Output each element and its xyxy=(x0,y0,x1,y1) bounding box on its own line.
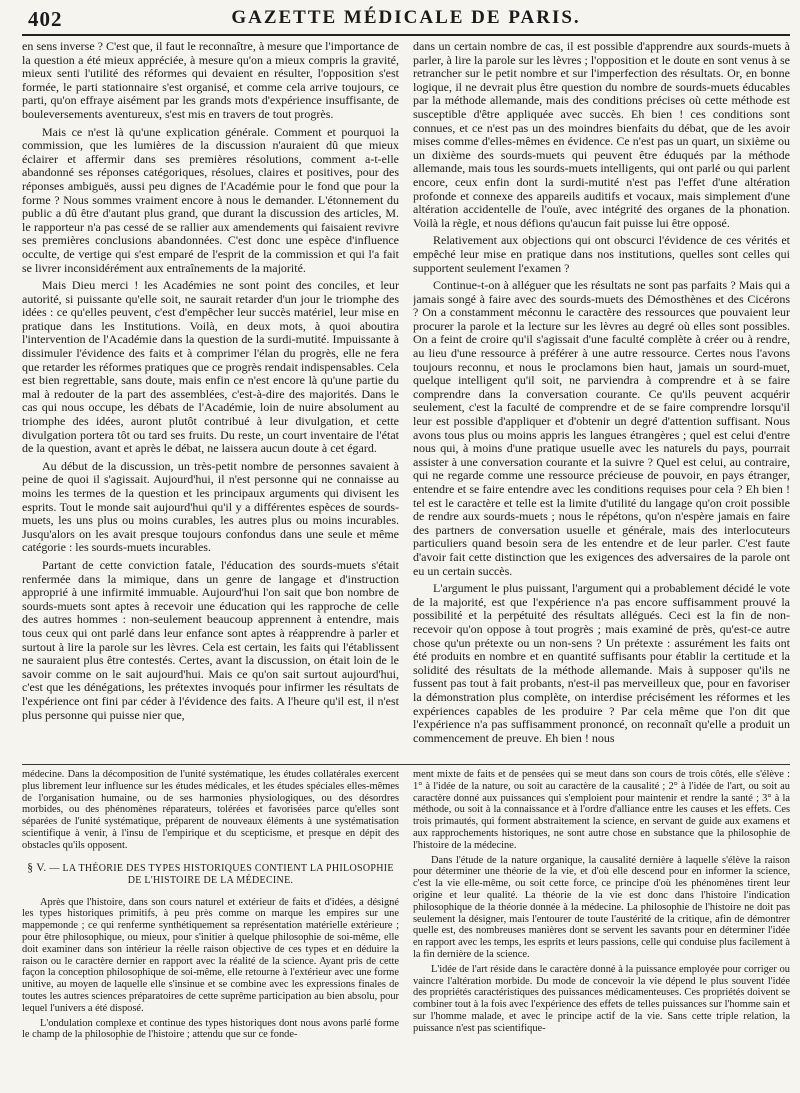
feuilleton-divider xyxy=(22,764,790,765)
paragraph: Mais ce n'est là qu'une explication générale. Comment et pourquoi la commission, que les lumières de la discussion n'auraient dû que mieux éclairer et affermir dans ses premières résolutions, comment a-t-elle abandonné ses réponses catégoriques, résolues, claires et positives, pour des réponses ambiguës, aussi peu dignes de l'Académie pour le fond que pour la forme ? Nous sommes vraiment encore à nous le demander. L'étonnement du public a dû être d'autant plus grand, que durant la discussion des articles, M. le rapporteur n'a pas cessé de se rallier aux amendements qui faisaient revivre ses premières conclusions abandonnées. C'est donc une espèce d'influence occulte, de vertige qui s'est emparé de l'esprit de la commission et qui l'a fait se livrer inconsidérément aux entraînements de la majorité. xyxy=(22,124,399,275)
feuilleton-column-right xyxy=(413,769,790,1091)
section-title: — LA THÉORIE DES TYPES HISTORIQUES CONTIENT LA PHILOSOPHIE DE L'HISTOIRE DE LA MÉDECINE. xyxy=(49,862,394,886)
page-header xyxy=(22,4,790,36)
paragraph: Partant de cette conviction fatale, l'éducation des sourds-muets s'était renfermée dans la mimique, dans un genre de langage et d'instruction approprié à une infirmité immuable. Aujourd'hui l'on sait que bon nombre de sourds-muets sont aptes à recevoir une éducation qui les rapproche de celle des autres hommes : non-seulement beaucoup apprennent à entendre, mais tous ceux qui ont parlé dans leur enfance sont aptes à réapprendre à parler et surtout à lire la parole sur les lèvres. Cela est certain, les faits qui l'établissent ne sauraient plus être contestés. Certes, avant la discussion, on était loin de le savoir comme on le sait aujourd'hui. Mais ce qu'on sait surtout aujourd'hui, c'est que les dénégations, les prétextes invoqués pour infirmer les résultats de l'expérience ont fini par céder à l'évidence des faits. A l'heure qu'il est, il n'est plus personne qui puisse nier que, xyxy=(22,557,399,722)
feuilleton xyxy=(22,769,790,1091)
paragraph: Relativement aux objections qui ont obscurci l'évidence de ces vérités et empêché leur mise en pratique dans nos institutions, quelles sont celles qui supportent seulement l'examen ? xyxy=(413,233,790,275)
column-left xyxy=(22,40,399,760)
paragraph: en sens inverse ? C'est que, il faut le reconnaître, à mesure que l'importance de la question a été mieux appréciée, à mesure qu'on a mieux compris la gravité, mieux senti l'utilité des réformes qui devaient en résulter, l'opposition s'est formée, le parti stationnaire s'est organisé, et comme cela arrive toujours, ce parti, qu'on effraye aisément par les grands mots d'expérience insuffisante, de bouleversements aventureux, s'est mis en travers de tout progrès. xyxy=(22,40,399,121)
paragraph: Dans l'étude de la nature organique, la causalité dernière à laquelle s'élève la raison pour déterminer une théorie de la vie, et d'où elle descend pour en informer la science, c'est la vie elle-même, ou soit cette force, ce principe d'où les phénomènes tirent leur origine et leur qualité. La théorie de la vie est donc dans l'histoire l'indication philosophique de la théorie donnée à la médecine. La philosophie de l'histoire ne doit pas seulement la désigner, mais l'entourer de toute l'austérité de la critique, afin de démontrer quelle est, des nombreuses manières dont se servent les savants pour en déterminer l'idée en rapport avec les temps, les esprits et leurs passions, celle qui conduise plus facilement à la fin dernière de la science. xyxy=(413,854,790,960)
paragraph: L'idée de l'art réside dans le caractère donné à la puissance employée pour corriger ou vaincre l'altération morbide. Du mode de concevoir la vie dépend le plus souvent l'idée des propriétés caractéristiques des puissances médicamenteuses. Ces propriétés doivent se combiner tout à la fois avec l'expérience des effets de telles puissances sur l'homme sain et sur l'homme malade, et avec le principe actif de la vie. Sans cette triple relation, la puissance n'est pas scientifique- xyxy=(413,963,790,1034)
paragraph: dans un certain nombre de cas, il est possible d'apprendre aux sourds-muets à parler, à lire la parole sur les lèvres ; l'opposition et le doute en sont venus à se retrancher sur le petit nombre et sur l'imperfection des résultats. Or, en bonne logique, il ne devrait plus être question du nombre de sourds-muets éducables par la méthode allemande, mais des conditions précises où cette méthode est susceptible d'être appliquée avec succès. Eh bien ! ces conditions sont connues, et ce n'est pas un des moindres bienfaits du débat, que de les avoir mises comme d'elles-mêmes en évidence. Ce n'est pas un quart, un sixième ou un dixième des sourds-muets qui peuvent être éduqués par la méthode allemande, mais tous les sourds-muets intelligents, qui ont parlé ou qui parlent encore, ceux enfin dont la surdi-mutité n'est pas l'effet d'une altération profonde et connexe des appareils auditifs et vocaux, mais simplement d'une altération accidentelle de l'ouïe, avec intégrité des organes de la phonation. Voilà la règle, et nous défions qu'aucun fait puisse lui être opposé. xyxy=(413,40,790,230)
paragraph: Mais Dieu merci ! les Académies ne sont point des conciles, et leur autorité, si puissante qu'elle soit, ne saurait retarder d'un jour le triomphe des idées : ce qu'elles peuvent, c'est d'empêcher leur succès matériel, leur mise en pratique dans les Institutions. Voilà, en deux mots, à quoi aboutira l'intervention de l'Académie dans la question de la surdi-mutité. Impuissante à dissimuler l'évidence des faits et à comprimer l'élan du progrès, elle ne fera que retarder les réformes pratiques que ce progrès rendait indispensables. Cela est bien regrettable, sans doute, mais enfin ce n'est encore là qu'une partie du mal à redouter de la part des assemblées, c'est-à-dire des majorités. Dans le cas qui nous occupe, les débats de l'Académie, loin de nuire absolument au triomphe des idées, auront plutôt contribué à leur divulgation, et cette divulgation portera tôt ou tard ses fruits. Du reste, un court inventaire de l'état de la question, avant et après le débat, ne laissera aucun doute à cet égard. xyxy=(22,278,399,456)
paragraph: L'argument le plus puissant, l'argument qui a probablement décidé le vote de la majorité, est que l'expérience n'a pas encore suffisamment prouvé la possibilité et la perpétuité des résultats allégués. Ceci est la fin de non-recevoir qu'on oppose à tout progrès ; mais examiné de près, qu'est-ce autre chose qu'un prétexte ou un non-sens ? Un prétexte : assurément les faits ont été produits en nombre et en quantité suffisants pour établir la certitude et la solidité des résultats de la méthode allemande. Mais à supposer qu'ils ne fussent pas tout à fait probants, n'est-il pas merveilleux que, pour en favoriser la démonstration plus complète, on interdise précisément les réformes et les expériences capables de les produire ? Par cela même que l'on dit que l'expérience n'a pas suffisamment prononcé, on reconnaît qu'elle a produit un commencement de preuve. Eh bien ! nous xyxy=(413,581,790,745)
paragraph: L'ondulation complexe et continue des types historiques dont nous avons parlé forme le champ de la philosophie de l'histoire ; attendu que sur ce fonde- xyxy=(22,1017,399,1041)
paragraph: Après que l'histoire, dans son cours naturel et extérieur de faits et d'idées, a désigné les types historiques primitifs, à peu près comme on marque les empires sur une mappemonde ; ce qui renferme synthétiquement sa représentation matérielle extérieure ; pour être philosophique, ou mieux, pour s'initier à quelque philosophie de soi-même, elle doit examiner dans son intérieur la réelle raison objective de ces types et en déduire la raison ou le caractère dernier en rapport avec la réalité de la science. Ayant pris de cette façon la conception philosophique de soi-même, elle retourne à l'extérieur avec une forme unitive, au moyen de laquelle elle s'insinue et se combine avec les expressions finales de toutes les autres sciences préparatoires de cette suprême participation au bien absolu, pour lequel l'univers a été disposé. xyxy=(22,896,399,1014)
section-number: § V. xyxy=(27,861,47,874)
feuilleton-column-left xyxy=(22,769,399,1091)
paragraph: Au début de la discussion, un très-petit nombre de personnes savaient à peine de quoi il s'agissait. Aujourd'hui, il n'est personne qui ne connaisse au moins les termes de la question et les principaux arguments qui divisent les esprits. Tout le monde sait aujourd'hui qu'il y a différentes espèces de sourds-muets, les uns plus ou moins curables, les autres plus ou moins incurables. Jusqu'alors on les avait presque toujours confondus dans une seule et même catégorie : les sourds-muets incurables. xyxy=(22,458,399,555)
paragraph: Continue-t-on à alléguer que les résultats ne sont pas parfaits ? Mais qui a jamais songé à faire avec des sourds-muets des Démosthènes et des Cicérons ? On a constamment méconnu le caractère des ressources que pouvaient leur procurer la parole et la lecture sur les lèvres au degré où elles sont possibles. On a feint de croire qu'il s'agissait d'une faculté complète à créer ou à rendre, au lieu d'une ressource à préférer à une autre ressource. Certes nous l'avons toujours reconnu, et nous le proclamons bien haut, jamais un sourd-muet, quelque intelligent qu'il soit, ne parviendra à comprendre et à se faire comprendre dans la conversation courante. Ce qu'ils peuvent acquérir seulement, c'est la faculté de comprendre et de se faire comprendre lorsqu'il leur est possible d'appliquer et d'obtenir un degré d'attention suffisant. Nous avons tous plus ou moins appris les langues étrangères ; quel est celui d'entre nous qui, à moins d'une pratique usuelle avec les naturels du pays, pourrait assister à une conversation courante et la suivre ? Quel est celui, au contraire, qui ne regarde comme une ressource précieuse de pouvoir, en pays étranger, entendre et se faire entendre avec les conditions requises pour cela ? Eh bien ! tel est le caractère et telle est la limite d'utilité du langage qu'on croit possible de rendre aux sourds-muets ; nous le répétons, qu'on n'espère jamais en faire des partners de conversation usuelle et générale, mais des interlocuteurs particuliers quand besoin sera de les entendre et de leur parler. C'est faute d'avoir fait cette distinction que les exigences des adversaires de la parole ont eu un certain succès. xyxy=(413,278,790,578)
paragraph: ment mixte de faits et de pensées qui se meut dans son cours de trois côtés, elle s'élève : 1° à l'idée de la nature, ou soit au caractère de la causalité ; 2° à l'idée de l'art, ou soit au caractère donné aux puissances qui s'emploient pour maintenir et rendre la santé ; 3° à la méthode, ou soit à la connaissance et à l'ordre d'alliance entre les causes et les effets. Ces trois primautés, qui forment abstraitement la science, en servant de guide aux examens et aux rapprochements historiques, ne sont autre chose en substance que la philosophie de l'histoire de la médecine. xyxy=(413,769,790,851)
column-right xyxy=(413,40,790,760)
paragraph: médecine. Dans la décomposition de l'unité systématique, les études collatérales exercent plus librement leur influence sur les études médicales, et les études spéciales elles-mêmes de l'organisation humaine, ou de ses harmonies physiologiques, ou des désordres morbides, ou des phénomènes réparateurs, tolérées et favorisées parce qu'elles sont séparées de l'unité systématique, préparent de nouveaux éléments à une systématisation scientifique à venir, à l'insu de l'empirique et du scepticisme, et presque en dépit des obstacles qu'ils opposent. xyxy=(22,769,399,851)
page-number: 402 xyxy=(28,7,63,31)
main-article xyxy=(22,40,790,760)
running-title: GAZETTE MÉDICALE DE PARIS. xyxy=(231,7,581,28)
section-heading xyxy=(22,862,399,887)
